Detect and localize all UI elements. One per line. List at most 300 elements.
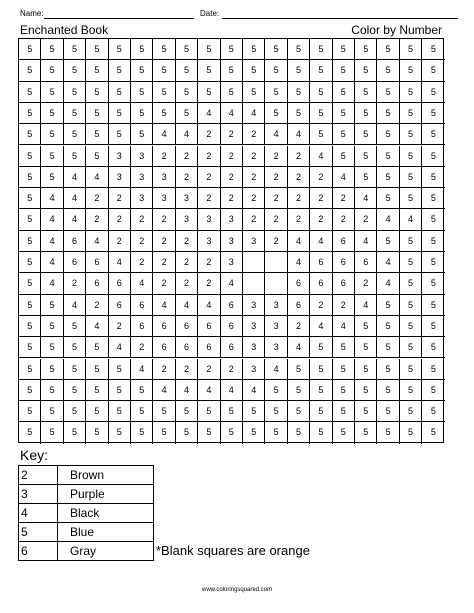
grid-cell: 5 [377,401,399,422]
grid-cell: 2 [64,273,86,294]
grid-cell: 5 [19,337,41,358]
name-line [44,18,194,19]
grid-cell: 2 [198,359,220,380]
grid-cell: 5 [221,60,243,81]
grid-cell: 5 [19,380,41,401]
grid-cell: 5 [19,60,41,81]
grid-cell: 5 [400,103,422,124]
grid-cell: 5 [310,124,332,145]
grid-cell [243,273,265,294]
grid-cell: 3 [153,167,175,188]
grid-cell [265,273,287,294]
grid-cell: 5 [109,82,131,103]
grid-cell: 4 [41,252,63,273]
grid-cell: 5 [176,60,198,81]
grid-cell: 4 [221,380,243,401]
grid-cell: 5 [377,295,399,316]
grid-cell: 5 [64,422,86,443]
grid-cell: 5 [198,39,220,60]
grid-cell: 5 [333,401,355,422]
grid-cell: 5 [400,39,422,60]
grid-cell: 3 [153,188,175,209]
key-number: 2 [19,466,58,485]
grid-cell: 2 [310,209,332,230]
key-row [19,466,154,485]
key-title: Key: [20,447,49,463]
key-color: Gray [58,542,154,561]
grid-cell: 5 [109,401,131,422]
grid-cell: 5 [310,60,332,81]
grid-cell: 4 [310,316,332,337]
grid-cell: 5 [355,380,377,401]
grid-cell: 5 [288,60,310,81]
grid-cell: 2 [355,209,377,230]
grid-cell: 3 [221,252,243,273]
grid-cell: 5 [422,82,444,103]
grid-cell: 5 [400,231,422,252]
grid-cell: 4 [377,252,399,273]
grid-cell: 4 [288,337,310,358]
grid-cell: 5 [355,337,377,358]
grid-cell: 2 [333,209,355,230]
grid-cell: 2 [221,188,243,209]
grid-cell: 6 [109,273,131,294]
grid-cell: 5 [422,231,444,252]
grid-cell: 5 [288,82,310,103]
grid-cell: 5 [86,124,108,145]
grid-cell: 4 [355,231,377,252]
grid-cell: 5 [64,380,86,401]
grid-cell: 6 [86,273,108,294]
grid-cell: 4 [131,359,153,380]
grid-cell: 2 [221,167,243,188]
grid-cell: 5 [86,401,108,422]
grid-cell: 5 [19,273,41,294]
key-table [18,465,154,561]
grid-cell: 2 [310,295,332,316]
grid-cell: 5 [333,337,355,358]
grid-cell: 5 [64,103,86,124]
grid-cell: 4 [221,103,243,124]
grid-cell: 5 [64,60,86,81]
grid-cell: 5 [400,82,422,103]
grid-cell: 5 [355,146,377,167]
grid-cell: 4 [86,231,108,252]
grid-cell: 5 [422,146,444,167]
grid-cell: 4 [288,252,310,273]
grid-cell: 5 [377,231,399,252]
grid-cell: 2 [265,231,287,252]
grid-cell: 5 [131,422,153,443]
grid-cell: 2 [198,252,220,273]
key-color: Blue [58,523,154,542]
grid-cell [265,252,287,273]
grid-cell: 5 [422,39,444,60]
grid-cell: 3 [221,231,243,252]
grid-cell: 6 [310,252,332,273]
grid-cell: 2 [131,337,153,358]
grid-cell: 5 [153,103,175,124]
grid-cell: 2 [288,188,310,209]
grid-cell: 4 [310,146,332,167]
grid-cell: 5 [355,60,377,81]
grid-cell: 5 [355,124,377,145]
grid-cell: 6 [221,316,243,337]
grid-cell: 5 [288,401,310,422]
grid-cell: 2 [109,209,131,230]
grid-cell: 6 [310,273,332,294]
grid-cell: 5 [265,422,287,443]
key-row [19,485,154,504]
grid-cell: 3 [131,146,153,167]
grid-cell: 2 [221,124,243,145]
grid-cell: 2 [86,188,108,209]
grid-cell [243,252,265,273]
blank-squares-note: *Blank squares are orange [156,543,310,558]
grid-cell: 5 [19,124,41,145]
grid-cell: 5 [176,82,198,103]
grid-cell: 5 [41,401,63,422]
grid-cell: 6 [176,337,198,358]
grid-cell: 5 [377,167,399,188]
grid-cell: 5 [400,401,422,422]
grid-cell: 5 [19,295,41,316]
grid-cell: 5 [377,422,399,443]
grid-cell: 4 [64,188,86,209]
grid-cell: 5 [64,146,86,167]
grid-cell: 4 [109,252,131,273]
grid-cell: 5 [64,316,86,337]
grid-cell: 2 [243,167,265,188]
grid-cell: 5 [64,401,86,422]
grid-cell: 5 [422,295,444,316]
grid-cell: 2 [288,167,310,188]
grid-cell: 5 [422,209,444,230]
grid-cell: 5 [377,124,399,145]
grid-cell: 5 [265,380,287,401]
grid-cell: 5 [333,146,355,167]
grid-cell: 5 [243,401,265,422]
grid-cell: 5 [400,337,422,358]
grid-cell: 5 [422,337,444,358]
grid-cell: 4 [265,124,287,145]
grid-cell: 2 [176,273,198,294]
grid-cell: 5 [288,422,310,443]
grid-cell: 5 [430,427,436,438]
grid-cell: 2 [153,359,175,380]
grid-cell: 5 [86,103,108,124]
grid-cell: 4 [176,295,198,316]
grid-cell: 5 [288,359,310,380]
grid-cell: 5 [153,39,175,60]
grid-cell: 5 [221,39,243,60]
grid-cell: 2 [198,124,220,145]
grid-cell: 5 [310,359,332,380]
grid-cell: 2 [288,316,310,337]
grid-cell: 2 [243,209,265,230]
grid-cell: 5 [131,39,153,60]
grid-cell: 5 [422,124,444,145]
grid-cell: 5 [109,124,131,145]
grid-cell: 5 [265,401,287,422]
grid-cell: 5 [109,103,131,124]
grid-cell: 5 [176,422,198,443]
grid-cell: 5 [400,60,422,81]
grid-cell: 5 [333,103,355,124]
grid-cell: 5 [310,380,332,401]
grid-cell: 5 [41,422,63,443]
grid-cell: 5 [19,82,41,103]
grid-cell: 2 [288,146,310,167]
grid-cell: 4 [176,380,198,401]
grid-cell: 2 [131,209,153,230]
grid-cell: 5 [131,124,153,145]
grid-cell: 2 [221,146,243,167]
date-line [222,18,458,19]
grid-cell: 5 [400,188,422,209]
grid-cell: 5 [41,124,63,145]
grid-cell: 5 [377,337,399,358]
grid-cell: 5 [64,82,86,103]
name-label: Name: [20,9,44,18]
header-line [18,8,458,20]
grid-cell: 4 [86,167,108,188]
grid-cell: 5 [422,380,444,401]
grid-cell: 5 [19,103,41,124]
grid-cell: 5 [333,380,355,401]
grid-cell: 4 [64,167,86,188]
key-row [19,523,154,542]
grid-cell: 4 [288,124,310,145]
grid-cell: 6 [333,252,355,273]
grid-cell: 5 [221,422,243,443]
grid-cell: 5 [377,103,399,124]
grid-cell: 5 [377,316,399,337]
grid-cell: 2 [265,146,287,167]
grid-cell: 5 [41,82,63,103]
grid-cell: 6 [131,295,153,316]
grid-cell: 5 [131,103,153,124]
grid-cell: 6 [153,316,175,337]
grid-cell: 5 [422,167,444,188]
grid-cell: 5 [265,82,287,103]
grid-cell: 4 [198,103,220,124]
grid-cell: 5 [400,316,422,337]
grid-cell: 5 [131,60,153,81]
grid-cell: 3 [221,209,243,230]
grid-cell: 4 [400,209,422,230]
grid-cell: 2 [355,273,377,294]
grid-cell: 3 [176,188,198,209]
grid-cell: 5 [243,60,265,81]
grid-cell: 5 [41,316,63,337]
grid-cell: 5 [86,60,108,81]
grid-cell: 5 [64,124,86,145]
grid-cell: 6 [198,316,220,337]
grid-cell: 5 [333,422,355,443]
grid-cell: 2 [265,209,287,230]
grid-cell: 5 [288,380,310,401]
grid-cell: 6 [153,337,175,358]
grid-cell: 5 [131,401,153,422]
grid-cell: 3 [265,295,287,316]
grid-cell: 5 [265,103,287,124]
grid-cell: 2 [198,146,220,167]
grid-cell: 5 [86,39,108,60]
grid-cell: 5 [333,60,355,81]
grid-cell: 2 [109,316,131,337]
worksheet-subtitle: Color by Number [351,23,442,37]
grid-cell: 5 [153,60,175,81]
worksheet-title: Enchanted Book [20,23,109,37]
grid-cell: 5 [86,82,108,103]
grid-cell: 3 [176,209,198,230]
grid-cell: 5 [64,337,86,358]
grid-cell: 2 [198,188,220,209]
grid-cell: 4 [377,273,399,294]
grid-cell: 2 [176,231,198,252]
grid-cell: 2 [153,231,175,252]
color-by-number-grid [18,38,444,443]
grid-cell: 5 [176,103,198,124]
grid-cell: 2 [333,295,355,316]
grid-cell: 4 [265,359,287,380]
grid-cell: 5 [355,422,377,443]
grid-cell: 6 [221,337,243,358]
grid-cell: 2 [176,252,198,273]
grid-cell: 5 [377,359,399,380]
grid-cell: 5 [288,39,310,60]
key-color: Black [58,504,154,523]
grid-cell: 5 [400,359,422,380]
grid-cell: 5 [19,359,41,380]
grid-cell: 4 [41,273,63,294]
grid-cell: 4 [41,188,63,209]
grid-cell: 4 [131,273,153,294]
grid-cell: 5 [41,337,63,358]
grid-cell: 5 [64,359,86,380]
grid-cell: 5 [310,39,332,60]
grid-cell: 6 [288,295,310,316]
grid-cell: 2 [131,252,153,273]
grid-cell: 5 [109,422,131,443]
grid-cell: 2 [265,167,287,188]
grid-cell: 5 [310,401,332,422]
key-row [19,504,154,523]
grid-cell: 5 [19,401,41,422]
grid-cell: 5 [198,60,220,81]
grid-cell: 4 [86,316,108,337]
grid-cell: 2 [109,231,131,252]
grid-cell: 4 [333,167,355,188]
grid-cell: 2 [221,359,243,380]
grid-cell: 5 [333,82,355,103]
grid-cell: 4 [355,295,377,316]
grid-cell: 5 [198,82,220,103]
grid-cell: 4 [41,231,63,252]
grid-cell: 6 [109,295,131,316]
grid-cell: 5 [86,380,108,401]
grid-cell: 5 [355,167,377,188]
grid-cell: 5 [41,60,63,81]
grid-cell: 4 [109,337,131,358]
grid-cell: 5 [355,103,377,124]
grid-cell: 4 [333,316,355,337]
grid-cell: 2 [265,188,287,209]
grid-cell: 3 [265,337,287,358]
grid-cell: 5 [422,316,444,337]
grid-cell: 5 [19,422,41,443]
grid-cell: 4 [310,231,332,252]
key-number: 5 [19,523,58,542]
grid-cell: 5 [153,422,175,443]
grid-cell: 2 [86,295,108,316]
grid-cell: 2 [131,231,153,252]
grid-cell: 5 [19,231,41,252]
grid-cell: 3 [198,209,220,230]
grid-cell: 5 [198,422,220,443]
grid-cell: 5 [422,103,444,124]
grid-cell: 2 [109,188,131,209]
grid-cell: 5 [153,82,175,103]
grid-cell: 6 [198,337,220,358]
grid-cell: 5 [221,82,243,103]
grid-cell: 4 [243,380,265,401]
grid-cell: 6 [86,252,108,273]
key-number: 6 [19,542,58,561]
grid-cell: 5 [355,359,377,380]
grid-cell: 2 [333,188,355,209]
grid-cell: 5 [400,380,422,401]
grid-cell: 2 [153,146,175,167]
grid-cell: 3 [109,167,131,188]
grid-cell: 6 [333,231,355,252]
grid-cell: 6 [131,316,153,337]
grid-cell: 3 [131,188,153,209]
grid-cell: 4 [355,188,377,209]
grid-cell: 6 [64,252,86,273]
grid-cell: 5 [400,167,422,188]
grid-cell: 2 [176,167,198,188]
grid-cell: 5 [400,252,422,273]
grid-cell: 5 [176,39,198,60]
grid-cell: 2 [243,188,265,209]
grid-cell: 2 [86,209,108,230]
footer-url: www.coloringsquared.com [201,587,273,593]
grid-cell: 4 [153,295,175,316]
grid-cell: 5 [265,60,287,81]
grid-cell: 5 [109,359,131,380]
grid-cell: 5 [422,60,444,81]
grid-cell: 5 [400,146,422,167]
grid-cell: 5 [131,82,153,103]
grid-cell: 4 [153,124,175,145]
grid-cell: 5 [221,401,243,422]
grid-cell: 5 [153,401,175,422]
grid-cell: 6 [64,231,86,252]
grid-cell: 5 [377,146,399,167]
grid-cell: 2 [310,167,332,188]
grid-cell: 5 [422,273,444,294]
grid-cell: 4 [41,209,63,230]
grid-cell: 5 [377,188,399,209]
title-bar [18,22,444,38]
grid-cell: 5 [41,39,63,60]
grid-cell: 4 [153,380,175,401]
grid-cell: 4 [288,231,310,252]
grid-cell: 2 [153,273,175,294]
grid-cell: 3 [131,167,153,188]
